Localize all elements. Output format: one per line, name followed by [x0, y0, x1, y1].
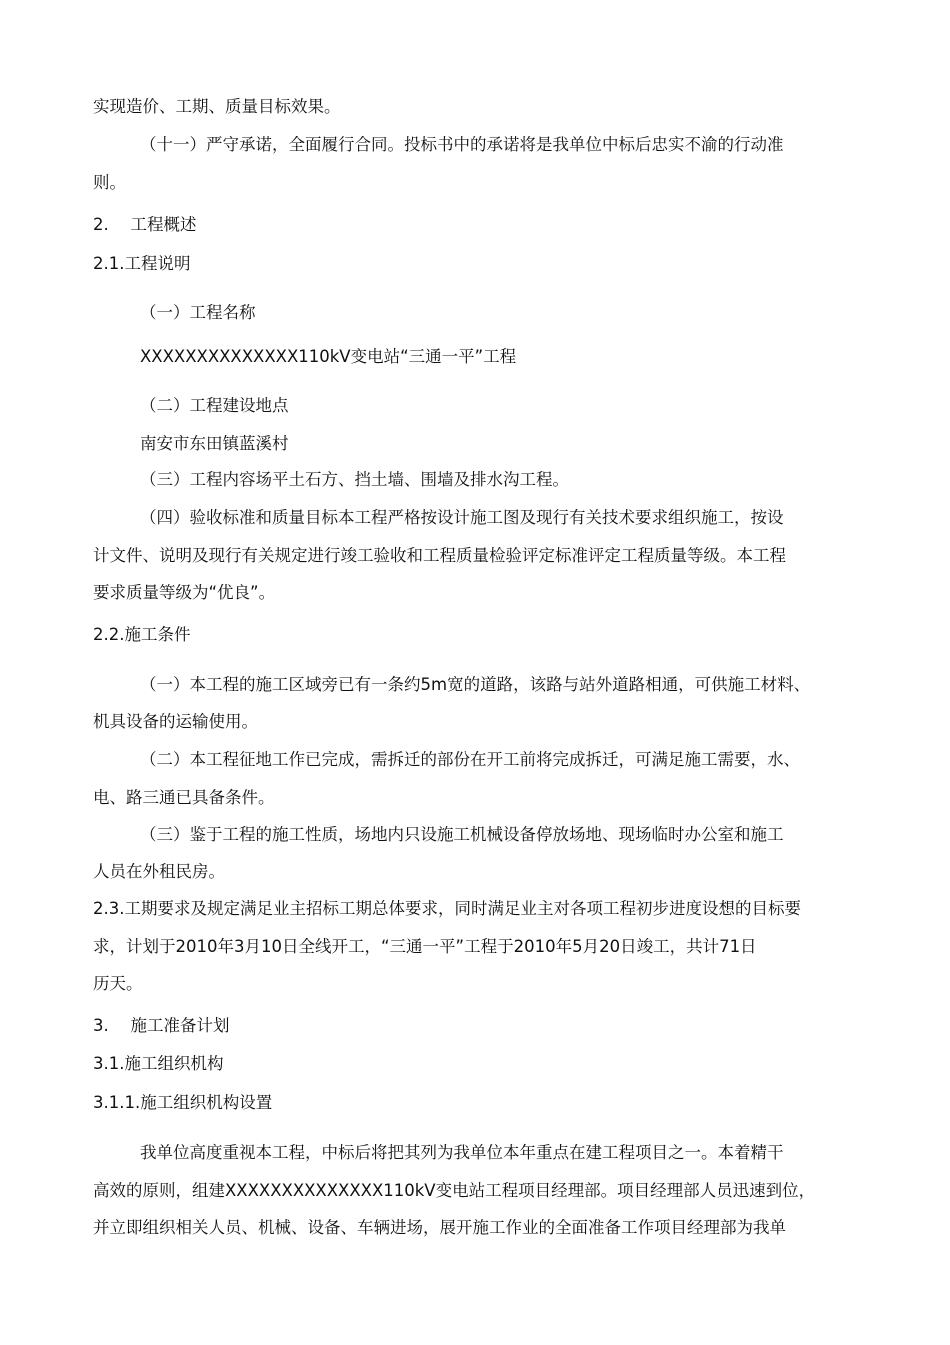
text-line: （二）工程建设地点: [140, 396, 289, 415]
text-line: 电、路三通已具备条件。: [93, 788, 275, 807]
text-line: （二）本工程征地工作已完成，需拆迁的部份在开工前将完成拆迁，可满足施工需要，水、: [140, 750, 800, 769]
text-line: XXXXXXXXXXXXXX110kV变电站“三通一平”工程: [140, 347, 517, 366]
text-line: 机具设备的运输使用。: [93, 712, 258, 731]
text-line: （一）工程名称: [140, 303, 256, 322]
text-line: （一）本工程的施工区域旁已有一条约5m宽的道路，该路与站外道路相通，可供施工材料、: [140, 675, 811, 694]
subsection-heading: 3.1.1.施工组织机构设置: [93, 1093, 273, 1112]
text-line: （三）鉴于工程的施工性质，场地内只设施工机械设备停放场地、现场临时办公室和施工: [140, 825, 784, 844]
text-line: 2.3.工期要求及规定满足业主招标工期总体要求，同时满足业主对各项工程初步进度设想的目标要: [93, 899, 801, 918]
text-line: （十一）严守承诺，全面履行合同。投标书中的承诺将是我单位中标后忠实不渝的行动准: [140, 135, 784, 154]
text-line: 要求质量等级为“优良”。: [93, 583, 276, 602]
subsection-heading: 2.1.工程说明: [93, 254, 191, 273]
text-line: 计文件、说明及现行有关规定进行竣工验收和工程质量检验评定标准评定工程质量等级。本工程: [93, 546, 786, 565]
text-line: 我单位高度重视本工程，中标后将把其列为我单位本年重点在建工程项目之一。本着精干: [140, 1143, 784, 1162]
text-line: 求，计划于2010年3月10日全线开工，“三通一平”工程于2010年5月20日竣工，共计71日: [93, 937, 757, 956]
section-heading: 2. 工程概述: [93, 215, 197, 234]
text-line: 南安市东田镇蓝溪村: [140, 434, 289, 453]
section-heading: 3. 施工准备计划: [93, 1016, 230, 1035]
subsection-heading: 3.1.施工组织机构: [93, 1054, 224, 1073]
text-line: 人员在外租民房。: [93, 862, 225, 881]
text-line: 并立即组织相关人员、机械、设备、车辆进场，展开施工作业的全面准备工作项目经理部为我单: [93, 1218, 786, 1237]
text-line: （四）验收标准和质量目标本工程严格按设计施工图及现行有关技术要求组织施工，按设: [140, 508, 784, 527]
text-line: 高效的原则，组建XXXXXXXXXXXXXX110kV变电站工程项目经理部。项目经理部人员迅速到位，: [93, 1181, 816, 1200]
text-line: （三）工程内容场平土石方、挡土墙、围墙及排水沟工程。: [140, 470, 569, 489]
text-line: 实现造价、工期、质量目标效果。: [93, 97, 341, 116]
subsection-heading: 2.2.施工条件: [93, 625, 191, 644]
text-line: 则。: [93, 173, 126, 192]
text-line: 历天。: [93, 974, 143, 993]
